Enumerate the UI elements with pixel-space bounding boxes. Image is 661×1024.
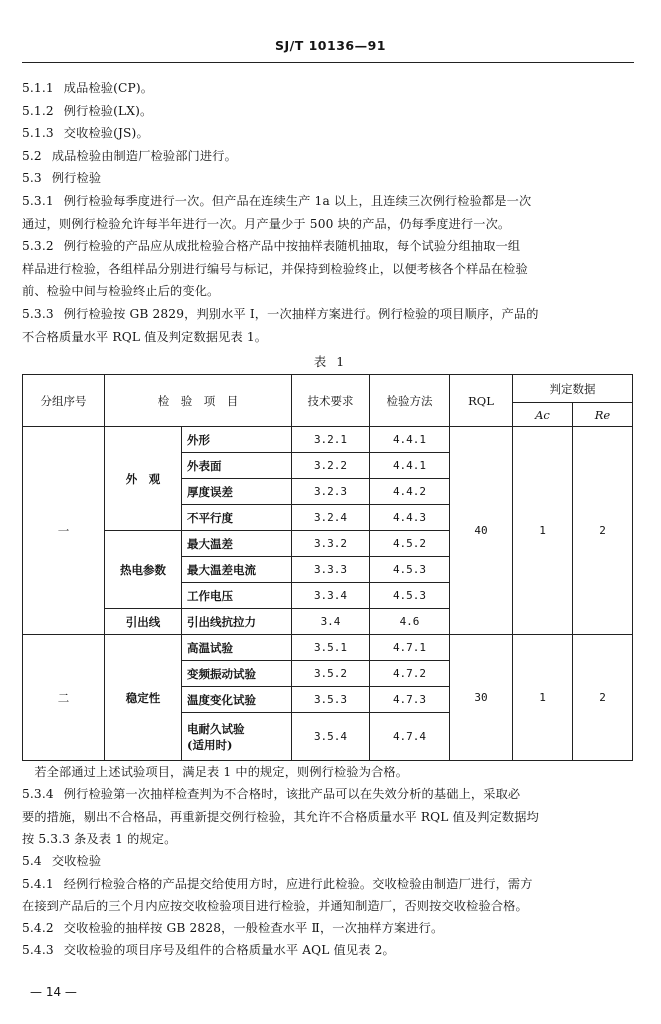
- tech-requirement: 3.5.3: [292, 687, 370, 713]
- rql-value: 30: [450, 635, 513, 761]
- page-number: — 14 —: [30, 985, 77, 999]
- item-name-text: 引出线抗拉力: [187, 614, 256, 629]
- text-line: [22, 784, 634, 804]
- test-method: 4.5.3: [370, 583, 450, 609]
- text-line: [22, 281, 634, 301]
- item-name: [182, 635, 292, 661]
- section-number: 5.3.1: [22, 194, 54, 208]
- item-name: [182, 687, 292, 713]
- section-number: 5.3.2: [22, 239, 54, 254]
- text-line: [22, 874, 634, 894]
- category-name: 稳定性: [105, 635, 182, 761]
- text-line: [22, 78, 634, 98]
- item-name-text: 变频振动试验: [187, 666, 256, 681]
- tech-requirement: 3.3.2: [292, 531, 370, 557]
- header-tech: 技术要求: [292, 375, 370, 427]
- tech-requirement: 3.4: [292, 609, 370, 635]
- text-line: [22, 851, 634, 871]
- text-line: [22, 940, 634, 960]
- item-name: [182, 583, 292, 609]
- re-value: 2: [573, 635, 633, 761]
- text-line: [22, 259, 634, 279]
- test-method: 4.5.2: [370, 531, 450, 557]
- test-method: 4.7.1: [370, 635, 450, 661]
- table-caption: 表 1: [313, 354, 348, 369]
- section-number: 5.3.4: [22, 787, 54, 802]
- item-name: [182, 505, 292, 531]
- test-method: 4.7.3: [370, 687, 450, 713]
- text-line: [22, 191, 634, 211]
- inspection-table: [22, 374, 633, 761]
- tech-requirement: 3.2.1: [292, 427, 370, 453]
- header-item: 检 验 项 目: [105, 375, 292, 427]
- section-text: 交收检验的项目序号及组件的合格质量水平 AQL 值见表 2。: [63, 943, 395, 958]
- tech-requirement: 3.5.2: [292, 661, 370, 687]
- item-name-text: 最大温差: [187, 536, 233, 551]
- item-name-text: 外表面: [187, 458, 222, 473]
- section-text: 例行检验的产品应从成批检验合格产品中按抽样表随机抽取，每个试验分组抽取一组: [63, 239, 521, 254]
- item-name: [182, 557, 292, 583]
- item-name-text: 工作电压: [187, 588, 233, 603]
- category-name: 引出线: [105, 609, 182, 635]
- test-method: 4.7.2: [370, 661, 450, 687]
- section-text: 经例行检验合格的产品提交给使用方时，应进行此检验。交收检验由制造厂进行，需方: [63, 876, 533, 891]
- tech-requirement: 3.5.4: [292, 713, 370, 761]
- section-text: 通过，则例行检验允许每半年进行一次。月产量少于 500 块的产品，仍每季度进行一次。: [22, 216, 511, 231]
- section-text: 若全部通过上述试验项目，满足表 1 中的规定，则例行检验为合格。: [22, 765, 409, 779]
- ac-value: 1: [513, 635, 573, 761]
- header-method: 检验方法: [370, 375, 450, 427]
- text-line: [22, 918, 634, 938]
- test-method: 4.7.4: [370, 713, 450, 761]
- item-name-text: 温度变化试验: [187, 692, 256, 707]
- text-line: [22, 807, 634, 827]
- section-text: 例行检验(LX)。: [63, 103, 153, 118]
- section-number: 5.3: [22, 171, 42, 186]
- ac-value: 1: [513, 427, 573, 635]
- tech-requirement: 3.2.3: [292, 479, 370, 505]
- header-ac: Ac: [513, 403, 573, 427]
- item-name-text: 高温试验: [187, 640, 233, 655]
- section-number: 5.3.3: [22, 307, 54, 321]
- test-method: 4.4.2: [370, 479, 450, 505]
- text-line: [22, 304, 634, 324]
- item-name-note: (适用时): [187, 737, 233, 752]
- tech-requirement: 3.2.4: [292, 505, 370, 531]
- standard-number: SJ/T 10136—91: [275, 38, 386, 53]
- header-group: 分组序号: [23, 375, 105, 427]
- category-name: 外 观: [105, 427, 182, 531]
- item-name: [182, 713, 292, 761]
- item-name-text: 电耐久试验: [187, 721, 245, 736]
- item-name-text: 最大温差电流: [187, 562, 256, 577]
- rql-value: 40: [450, 427, 513, 635]
- section-text: 例行检验每季度进行一次。但产品在连续生产 1a 以上，且连续三次例行检验都是一次: [63, 194, 532, 208]
- item-name: [182, 453, 292, 479]
- section-text: 成品检验由制造厂检验部门进行。: [51, 148, 237, 163]
- section-text: 例行检验第一次抽样检查判为不合格时，该批产品可以在失效分析的基础上，采取必: [63, 787, 521, 802]
- re-value: 2: [573, 427, 633, 635]
- item-name: [182, 661, 292, 687]
- item-name: [182, 531, 292, 557]
- table-row: [23, 635, 633, 661]
- text-line: [22, 146, 634, 166]
- section-number: 5.4.2: [22, 921, 54, 936]
- section-number: 5.2: [22, 148, 42, 163]
- section-text: 交收检验的抽样按 GB 2828，一般检查水平 Ⅱ，一次抽样方案进行。: [63, 921, 444, 936]
- text-line: [22, 236, 634, 256]
- text-line: [22, 101, 634, 121]
- section-number: 5.1.3: [22, 126, 54, 141]
- section-text: 按 5.3.3 条及表 1 的规定。: [22, 831, 177, 846]
- section-number: 5.4.3: [22, 943, 54, 958]
- section-text: 前、检验中间与检验终止后的变化。: [22, 284, 220, 299]
- tech-requirement: 3.3.4: [292, 583, 370, 609]
- item-name: [182, 479, 292, 505]
- text-line: [22, 762, 634, 782]
- section-text: 不合格质量水平 RQL 值及判定数据见表 1。: [22, 329, 268, 344]
- section-number: 5.4: [22, 854, 42, 869]
- header-re: Re: [573, 403, 633, 427]
- item-name: [182, 427, 292, 453]
- item-name-text: 不平行度: [187, 510, 233, 525]
- text-line: [22, 896, 634, 916]
- group-id: 二: [23, 635, 105, 761]
- tech-requirement: 3.2.2: [292, 453, 370, 479]
- header-rql: RQL: [450, 375, 513, 427]
- section-number: 5.1.1: [22, 81, 54, 95]
- group-id: 一: [23, 427, 105, 635]
- text-line: [22, 214, 634, 234]
- test-method: 4.6: [370, 609, 450, 635]
- text-line: [22, 327, 634, 347]
- header-divider: [22, 62, 634, 63]
- header-judge: 判定数据: [513, 375, 633, 403]
- section-text: 交收检验: [51, 854, 102, 869]
- section-text: 例行检验按 GB 2829，判别水平 Ⅰ，一次抽样方案进行。例行检验的项目顺序，产品的: [63, 307, 539, 321]
- category-name: 热电参数: [105, 531, 182, 609]
- section-text: 交收检验(JS)。: [63, 126, 149, 141]
- section-number: 5.1.2: [22, 103, 54, 118]
- test-method: 4.5.3: [370, 557, 450, 583]
- table-row: [23, 427, 633, 453]
- tech-requirement: 3.3.3: [292, 557, 370, 583]
- section-text: 在接到产品后的三个月内应按交收检验项目进行检验，并通知制造厂，否则按交收检验合格。: [22, 898, 528, 913]
- item-name-text: 外形: [187, 432, 210, 447]
- section-text: 要的措施，剔出不合格品，再重新提交例行检验，其允许不合格质量水平 RQL 值及判定数据均: [22, 809, 539, 824]
- test-method: 4.4.3: [370, 505, 450, 531]
- text-line: [22, 829, 634, 849]
- section-number: 5.4.1: [22, 876, 54, 891]
- test-method: 4.4.1: [370, 427, 450, 453]
- tech-requirement: 3.5.1: [292, 635, 370, 661]
- item-name: [182, 609, 292, 635]
- section-text: 样品进行检验，各组样品分别进行编号与标记，并保持到检验终止，以便考核各个样品在检验: [22, 261, 528, 276]
- text-line: [22, 168, 634, 188]
- section-text: 例行检验: [51, 171, 102, 186]
- section-text: 成品检验(CP)。: [63, 81, 154, 95]
- item-name-text: 厚度误差: [187, 484, 233, 499]
- table-body: [23, 427, 633, 761]
- test-method: 4.4.1: [370, 453, 450, 479]
- text-line: [22, 123, 634, 143]
